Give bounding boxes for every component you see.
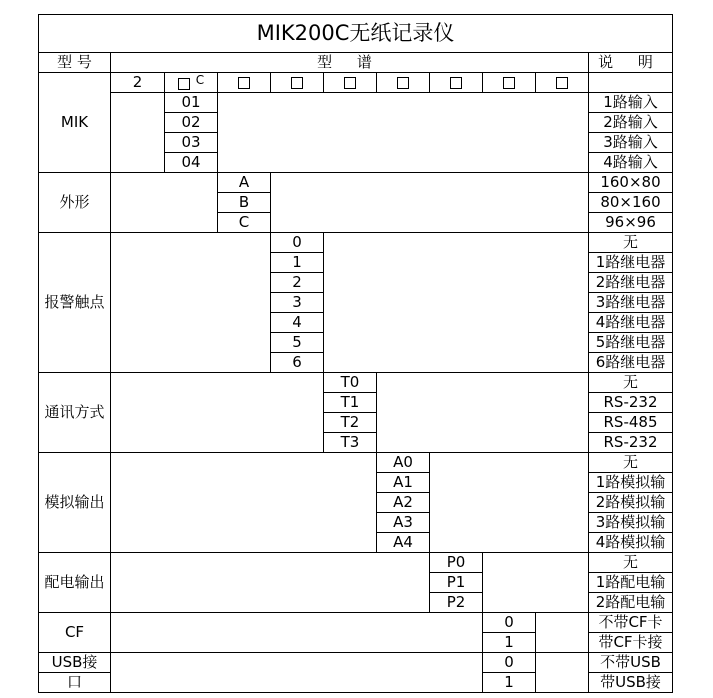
desc-cell: 4路继电器 <box>589 313 673 333</box>
desc-cell: 2路继电器 <box>589 273 673 293</box>
code-cell: 1 <box>271 253 324 273</box>
code-box-input <box>165 73 218 93</box>
code-cell: T2 <box>324 413 377 433</box>
code-suffix: C <box>195 73 205 87</box>
code-cell: B <box>218 193 271 213</box>
desc-cell: 不带USB <box>589 653 673 673</box>
code-cell: T0 <box>324 373 377 393</box>
empty-cell <box>111 613 483 653</box>
empty-cell <box>111 553 430 613</box>
code-cell: 6 <box>271 353 324 373</box>
group-label-usb: USB接 <box>39 653 111 673</box>
desc-cell: RS-232 <box>589 433 673 453</box>
code-cell: 02 <box>165 113 218 133</box>
checkbox-icon <box>503 77 515 89</box>
code-cell: 03 <box>165 133 218 153</box>
checkbox-icon <box>178 78 190 90</box>
code-cell: A0 <box>377 453 430 473</box>
code-cell: P0 <box>430 553 483 573</box>
code-cell: 04 <box>165 153 218 173</box>
code-cell: T1 <box>324 393 377 413</box>
empty-cell <box>111 233 271 373</box>
desc-cell: RS-485 <box>589 413 673 433</box>
desc-cell: 2路配电输 <box>589 593 673 613</box>
code-cell: A2 <box>377 493 430 513</box>
code-cell: A1 <box>377 473 430 493</box>
desc-cell: 96×96 <box>589 213 673 233</box>
desc-cell: 不带CF卡 <box>589 613 673 633</box>
desc-cell: 4路输入 <box>589 153 673 173</box>
code-cell: C <box>218 213 271 233</box>
code-cell: 1 <box>483 673 536 693</box>
model-header: 型 号 <box>39 53 111 73</box>
checkbox-icon <box>450 77 462 89</box>
desc-cell: 1路输入 <box>589 93 673 113</box>
code-cell: 2 <box>271 273 324 293</box>
empty-cell <box>111 373 324 453</box>
group-label-alarm: 报警触点 <box>39 233 111 373</box>
desc-cell: 无 <box>589 453 673 473</box>
desc-cell: 无 <box>589 373 673 393</box>
code-box <box>377 73 430 93</box>
desc-cell: 3路继电器 <box>589 293 673 313</box>
empty-cell <box>218 93 589 173</box>
group-label-mik: MIK <box>39 73 111 173</box>
spec-table <box>38 14 673 693</box>
empty-cell <box>111 653 483 693</box>
desc-cell: 1路配电输 <box>589 573 673 593</box>
empty-cell <box>377 373 589 453</box>
desc-cell: 带CF卡接 <box>589 633 673 653</box>
desc-cell: 5路继电器 <box>589 333 673 353</box>
desc-cell: 3路输入 <box>589 133 673 153</box>
group-label-comm: 通讯方式 <box>39 373 111 453</box>
empty-cell <box>483 553 589 613</box>
empty-cell <box>536 653 589 693</box>
desc-cell: RS-232 <box>589 393 673 413</box>
spectrum-header: 型 谱 <box>111 53 589 73</box>
code-cell: P2 <box>430 593 483 613</box>
code-cell: 4 <box>271 313 324 333</box>
group-label-power: 配电输出 <box>39 553 111 613</box>
code-cell: 5 <box>271 333 324 353</box>
desc-cell: 2路模拟输 <box>589 493 673 513</box>
code-cell: 0 <box>483 613 536 633</box>
desc-cell: 2路输入 <box>589 113 673 133</box>
code-cell: A4 <box>377 533 430 553</box>
group-label-shape: 外形 <box>39 173 111 233</box>
code-cell: T3 <box>324 433 377 453</box>
desc-cell: 1路模拟输 <box>589 473 673 493</box>
group-label-usb-line2: 口 <box>39 673 111 693</box>
empty-cell <box>589 73 673 93</box>
code-cell: 3 <box>271 293 324 313</box>
desc-cell: 带USB接 <box>589 673 673 693</box>
code-cell: A <box>218 173 271 193</box>
desc-cell: 4路模拟输 <box>589 533 673 553</box>
empty-cell <box>430 453 589 553</box>
code-cell: A3 <box>377 513 430 533</box>
checkbox-icon <box>556 77 568 89</box>
code-cell: 0 <box>271 233 324 253</box>
empty-cell <box>111 173 218 233</box>
code-box <box>483 73 536 93</box>
code-cell: 0 <box>483 653 536 673</box>
empty-cell <box>271 173 589 233</box>
desc-cell: 1路继电器 <box>589 253 673 273</box>
code-box <box>430 73 483 93</box>
code-cell: 01 <box>165 93 218 113</box>
desc-cell: 3路模拟输 <box>589 513 673 533</box>
code-box <box>324 73 377 93</box>
checkbox-icon <box>397 77 409 89</box>
checkbox-icon <box>344 77 356 89</box>
code-first: 2 <box>111 73 165 93</box>
code-cell: 1 <box>483 633 536 653</box>
group-label-cf: CF <box>39 613 111 653</box>
empty-cell <box>536 613 589 653</box>
checkbox-icon <box>291 77 303 89</box>
code-cell: P1 <box>430 573 483 593</box>
empty-cell <box>324 233 589 373</box>
desc-cell: 6路继电器 <box>589 353 673 373</box>
empty-cell <box>111 453 377 553</box>
group-label-analog: 模拟输出 <box>39 453 111 553</box>
desc-cell: 160×80 <box>589 173 673 193</box>
desc-cell: 80×160 <box>589 193 673 213</box>
code-box <box>536 73 589 93</box>
desc-cell: 无 <box>589 233 673 253</box>
checkbox-icon <box>238 77 250 89</box>
desc-cell: 无 <box>589 553 673 573</box>
page-title: MIK200C无纸记录仪 <box>39 15 673 53</box>
empty-cell <box>111 93 165 173</box>
code-box <box>218 73 271 93</box>
code-box <box>271 73 324 93</box>
description-header: 说 明 <box>589 53 673 73</box>
